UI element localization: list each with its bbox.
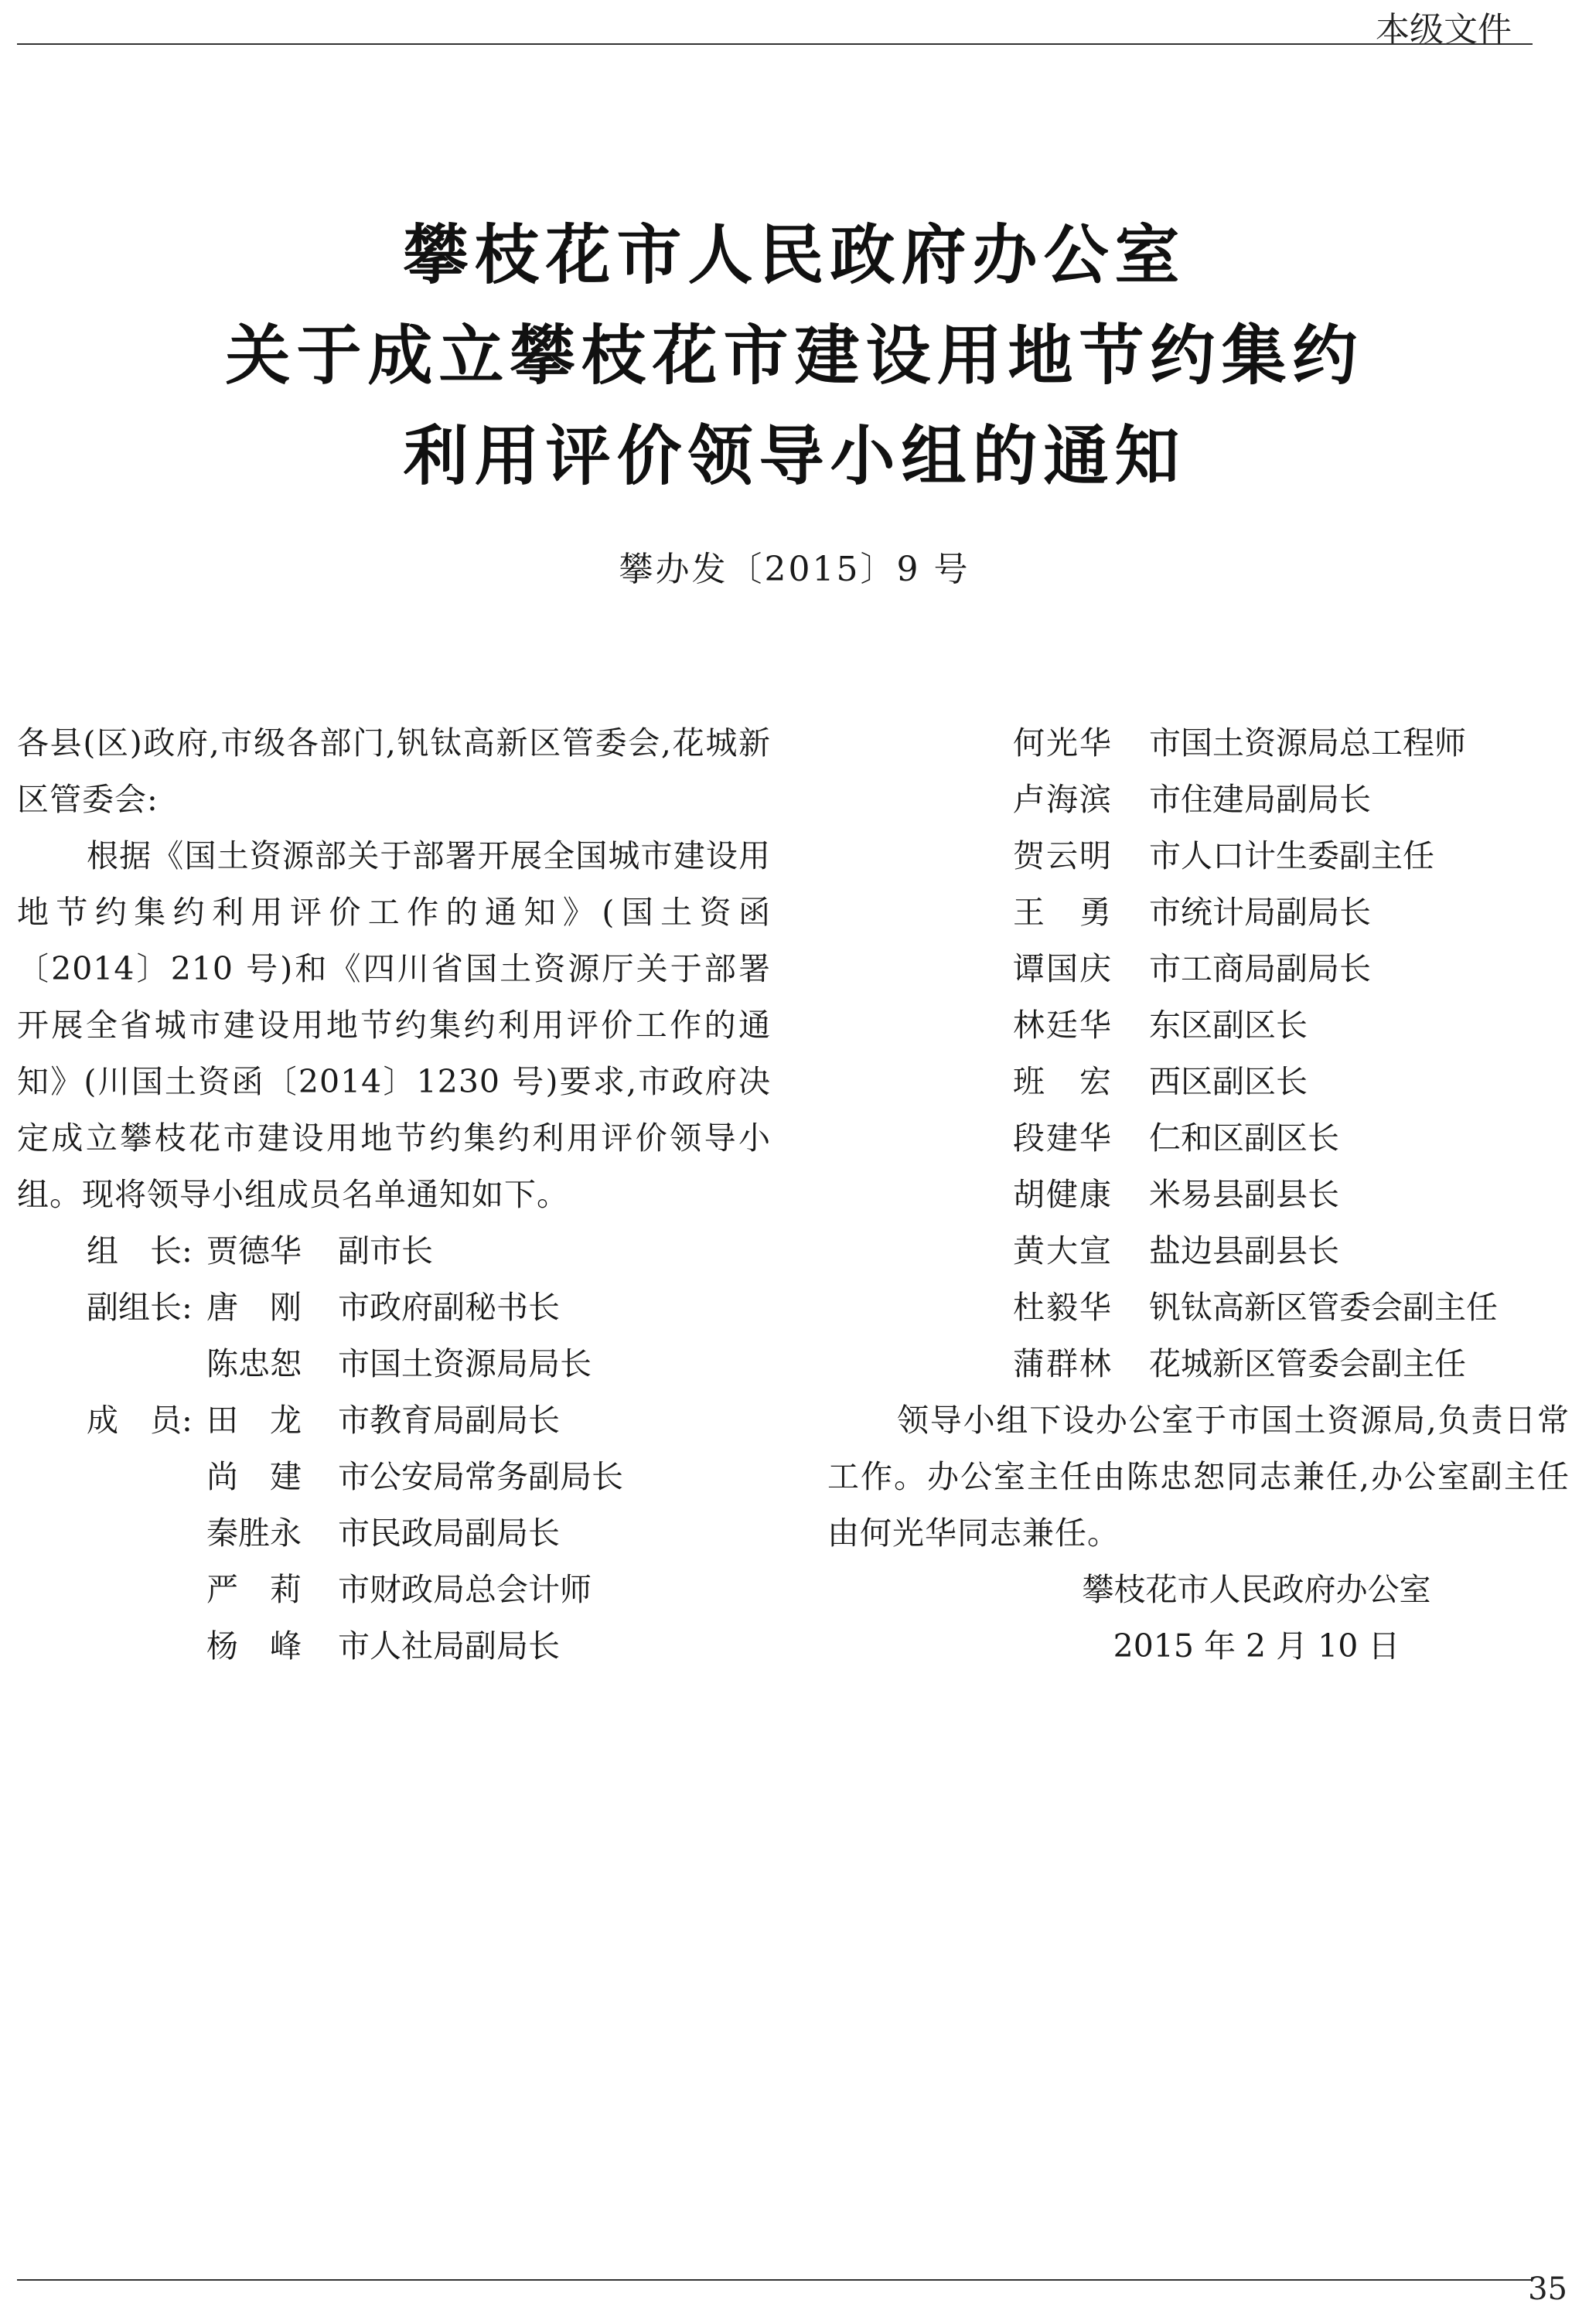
member-name: 杨 峰 (206, 1627, 302, 1665)
member-row (827, 715, 1570, 772)
member-position: 市住建局副局长 (1149, 781, 1371, 818)
document-title (0, 205, 1589, 506)
member-position: 市民政局副局长 (338, 1515, 560, 1552)
header-divider (17, 43, 1533, 45)
member-row (17, 1505, 771, 1562)
member-name: 杜毅华 (1013, 1289, 1113, 1326)
title-line-1: 攀枝花市人民政府办公室 (403, 217, 1186, 293)
member-row (827, 1280, 1570, 1336)
member-position: 市国土资源局局长 (338, 1345, 592, 1382)
member-row (827, 1167, 1570, 1223)
member-position: 钒钛高新区管委会副主任 (1149, 1289, 1498, 1326)
member-row (17, 1618, 771, 1675)
member-role: 副组长: (87, 1289, 193, 1326)
member-row (17, 1336, 771, 1392)
member-position: 市教育局副局长 (338, 1402, 560, 1439)
member-row (17, 1223, 771, 1280)
member-row (827, 941, 1570, 997)
document-number: 攀办发〔2015〕9 号 (619, 550, 970, 589)
member-name: 王 勇 (1013, 894, 1113, 931)
member-row (827, 997, 1570, 1054)
section-label: 本级文件 (1376, 10, 1512, 49)
title-line-3: 利用评价领导小组的通知 (403, 418, 1186, 494)
member-name: 黄大宣 (1013, 1232, 1113, 1269)
member-position: 副市长 (338, 1232, 433, 1269)
member-position: 市工商局副局长 (1149, 950, 1371, 987)
member-position: 东区副区长 (1149, 1007, 1308, 1044)
member-row (827, 828, 1570, 884)
member-name: 谭国庆 (1013, 950, 1113, 987)
issuer-signature: 攀枝花市人民政府办公室 (1082, 1571, 1431, 1608)
closing-paragraph: 领导小组下设办公室于市国土资源局,负责日常工作。办公室主任由陈忠恕同志兼任,办公室副主任由何光华同志兼任。 (827, 1402, 1570, 1552)
member-position: 市政府副秘书长 (338, 1289, 560, 1326)
member-row (827, 1223, 1570, 1280)
member-name: 田 龙 (206, 1402, 302, 1439)
member-row (17, 1449, 771, 1505)
member-position: 市财政局总会计师 (338, 1571, 592, 1608)
member-position: 米易县副县长 (1149, 1176, 1339, 1213)
member-name: 唐 刚 (206, 1289, 302, 1326)
salutation: 各县(区)政府,市级各部门,钒钛高新区管委会,花城新区管委会: (17, 724, 771, 818)
body-paragraph: 根据《国土资源部关于部署开展全国城市建设用地节约集约利用评价工作的通知》(国土资函〔2014〕210 号)和《四川省国土资源厅关于部署开展全省城市建设用地节约集约利用评价工作的通知》(川国土资函〔2014〕1230 号)要求,市政府决定成立攀枝花市建设用地节约集约利用评价领导小组。现将领导小组成员名单通知如下。 (17, 837, 771, 1213)
member-name: 严 莉 (206, 1571, 302, 1608)
member-role: 组 长: (87, 1232, 193, 1269)
member-position: 市人社局副局长 (338, 1627, 560, 1665)
member-row (827, 1054, 1570, 1110)
member-position: 市国土资源局总工程师 (1149, 724, 1466, 762)
issue-date: 2015 年 2 月 10 日 (1113, 1627, 1400, 1665)
member-name: 林廷华 (1013, 1007, 1113, 1044)
member-row (827, 884, 1570, 941)
member-name: 贾德华 (206, 1232, 302, 1269)
member-name: 贺云明 (1013, 837, 1113, 874)
page-number: 35 (1528, 2271, 1567, 2307)
right-column (827, 715, 1570, 1675)
member-name: 尚 建 (206, 1458, 302, 1495)
member-position: 盐边县副县长 (1149, 1232, 1339, 1269)
member-position: 市公安局常务副局长 (338, 1458, 623, 1495)
member-row (17, 1562, 771, 1618)
member-position: 市人口计生委副主任 (1149, 837, 1434, 874)
left-column (17, 715, 771, 1675)
member-position: 仁和区副区长 (1149, 1119, 1339, 1157)
member-name: 胡健康 (1013, 1176, 1113, 1213)
member-position: 市统计局副局长 (1149, 894, 1371, 931)
member-name: 段建华 (1013, 1119, 1113, 1157)
member-role: 成 员: (87, 1402, 193, 1439)
member-name: 何光华 (1013, 724, 1113, 762)
member-name: 秦胜永 (206, 1515, 302, 1552)
member-name: 蒲群林 (1013, 1345, 1113, 1382)
member-row (827, 1110, 1570, 1167)
member-row (17, 1280, 771, 1336)
member-row (827, 1336, 1570, 1392)
member-name: 班 宏 (1013, 1063, 1113, 1100)
member-position: 花城新区管委会副主任 (1149, 1345, 1466, 1382)
member-position: 西区副区长 (1149, 1063, 1308, 1100)
member-name: 卢海滨 (1013, 781, 1113, 818)
title-line-2: 关于成立攀枝花市建设用地节约集约 (225, 318, 1364, 394)
member-row (17, 1392, 771, 1449)
member-row (827, 772, 1570, 828)
member-name: 陈忠恕 (206, 1345, 302, 1382)
footer-divider (17, 2279, 1533, 2281)
